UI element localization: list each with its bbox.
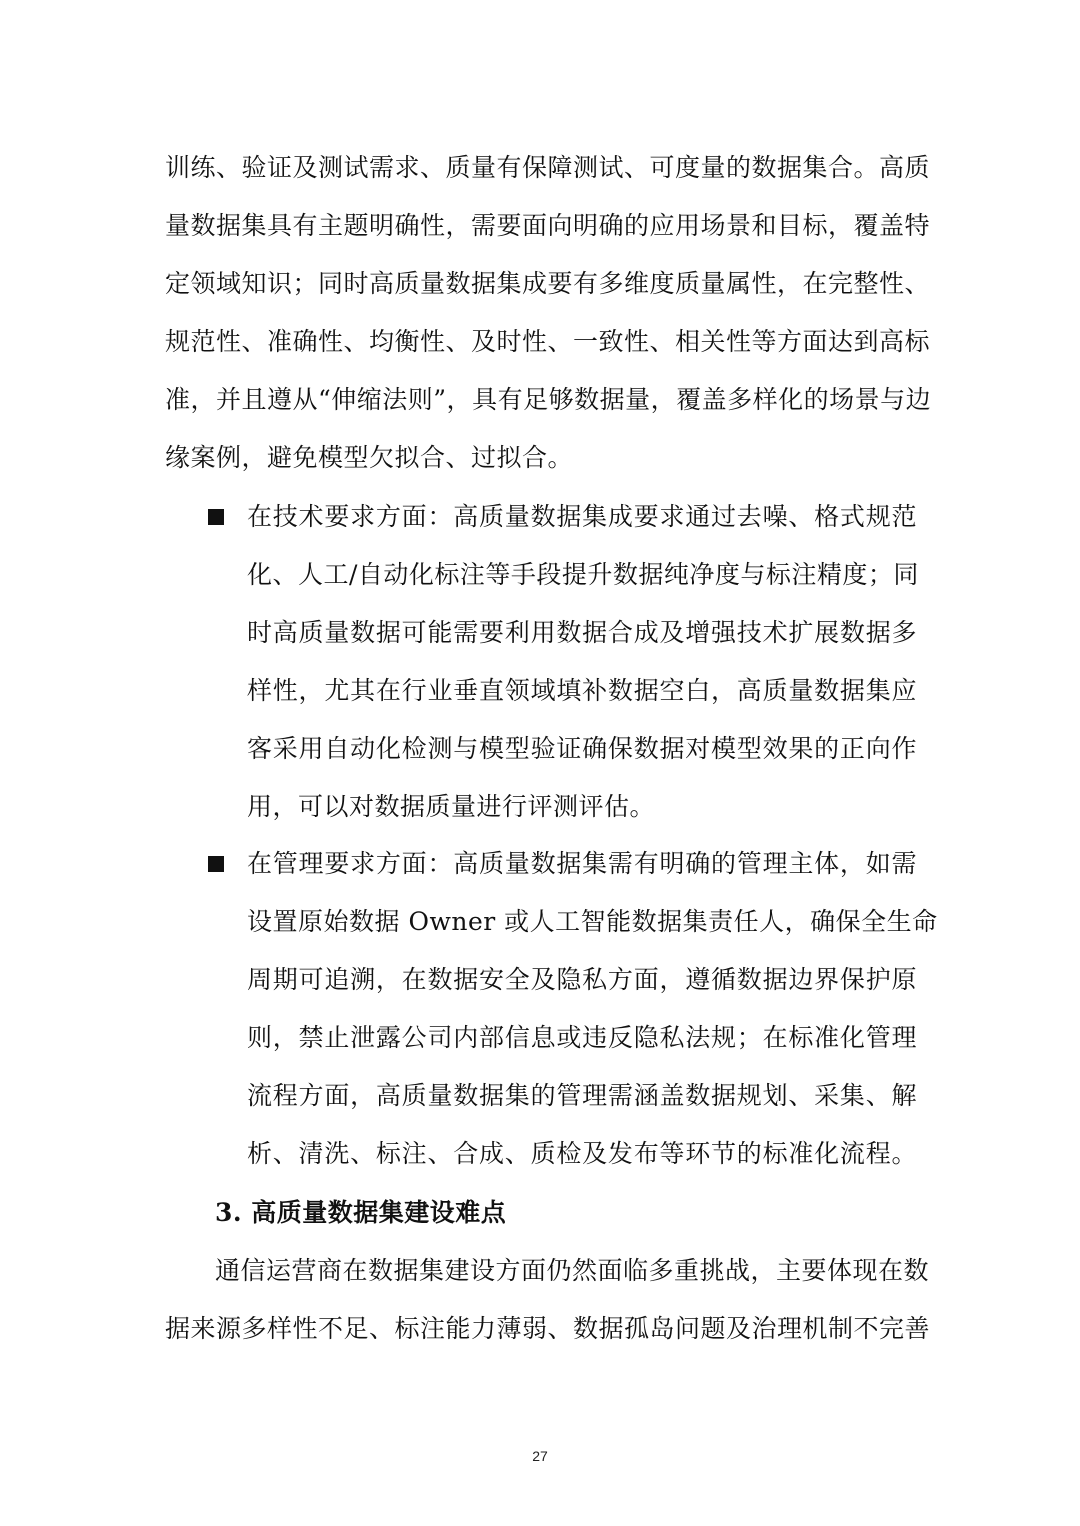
square-bullet-icon — [208, 856, 224, 872]
text-line: 据来源多样性不足、标注能力薄弱、数据孤岛问题及治理机制不完善 — [165, 1314, 931, 1343]
text-line: 析、清洗、标注、合成、质检及发布等环节的标准化流程。 — [247, 1139, 917, 1168]
text-line: 在技术要求方面：高质量数据集成要求通过去噪、格式规范 — [247, 502, 917, 531]
square-bullet-icon — [208, 509, 224, 525]
text-line: 规范性、准确性、均衡性、及时性、一致性、相关性等方面达到高标 — [165, 327, 931, 356]
text-line: 客采用自动化检测与模型验证确保数据对模型效果的正向作 — [247, 734, 917, 763]
page-number: 27 — [532, 1448, 548, 1464]
text-line: 周期可追溯，在数据安全及隐私方面，遵循数据边界保护原 — [247, 965, 917, 994]
section-heading: 3. 高质量数据集建设难点 — [215, 1198, 507, 1227]
text-line: 在管理要求方面：高质量数据集需有明确的管理主体，如需 — [247, 849, 917, 878]
text-line: 通信运营商在数据集建设方面仍然面临多重挑战，主要体现在数 — [215, 1256, 930, 1285]
text-line: 样性，尤其在行业垂直领域填补数据空白，高质量数据集应 — [247, 676, 917, 705]
text-line: 定领域知识；同时高质量数据集成要有多维度质量属性，在完整性、 — [165, 269, 931, 298]
text-line: 时高质量数据可能需要利用数据合成及增强技术扩展数据多 — [247, 618, 917, 647]
text-line: 则，禁止泄露公司内部信息或违反隐私法规；在标准化管理 — [247, 1023, 917, 1052]
text-line: 准，并且遵从“伸缩法则”，具有足够数据量，覆盖多样化的场景与边 — [165, 385, 932, 414]
text-line: 训练、验证及测试需求、质量有保障测试、可度量的数据集合。高质 — [165, 153, 931, 182]
text-line: 用，可以对数据质量进行评测评估。 — [247, 792, 656, 821]
text-line: 设置原始数据 Owner 或人工智能数据集责任人，确保全生命 — [247, 907, 938, 936]
text-line: 化、人工/自动化标注等手段提升数据纯净度与标注精度；同 — [247, 560, 919, 589]
text-line: 量数据集具有主题明确性，需要面向明确的应用场景和目标，覆盖特 — [165, 211, 931, 240]
text-line: 缘案例，避免模型欠拟合、过拟合。 — [165, 443, 574, 472]
text-line: 流程方面，高质量数据集的管理需涵盖数据规划、采集、解 — [247, 1081, 917, 1110]
